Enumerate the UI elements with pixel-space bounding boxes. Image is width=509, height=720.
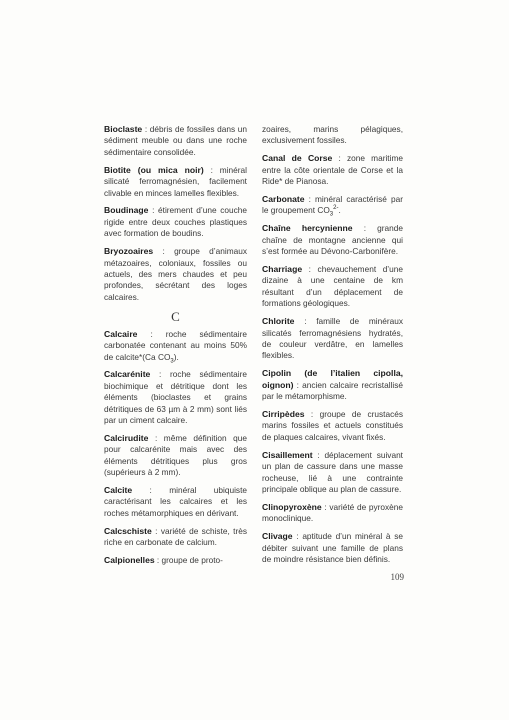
entry-definition: zoaires, marins pélagiques, exclusivement fossiles. [262, 124, 403, 146]
glossary-entry [104, 329, 247, 363]
glossary-entry [104, 433, 247, 479]
glossary-entry-continuation [262, 124, 403, 147]
chemical-subscript: 3 [329, 212, 334, 219]
entry-definition: : minéral caractérisé par le groupement CO [262, 194, 403, 216]
glossary-entry [262, 531, 403, 565]
entry-term: Calcaire [104, 328, 138, 339]
entry-definition: : même définition que pour calcarénite mais avec des éléments détritiques plus gros (supérieurs à 2 mm). [104, 432, 247, 478]
chemical-subscript: 3 [170, 358, 174, 365]
entry-definition: : déplacement suivant un plan de cassure dans une masse rocheuse, lié à une contrainte principale oblique au plan de cassure. [262, 449, 403, 494]
entry-term: Bryozoaires [104, 246, 154, 257]
entry-term: Biotite (ou mica noir) [104, 164, 204, 175]
entry-definition: : grande chaîne de montagne ancienne qui s’est formée au Dévono-Carbonifère. [262, 223, 403, 257]
glossary-entry [262, 368, 403, 402]
entry-term: Calpionelles [104, 555, 155, 566]
glossary-entry [104, 205, 247, 239]
section-letter: C [171, 308, 180, 324]
entry-definition: : étirement d’une couche rigide entre deux couches plastiques avec formation de boudins. [104, 205, 247, 239]
glossary-entry [262, 502, 403, 525]
entry-definition: : minéral ubiquiste caractérisant les calcaires et les roches métamorphiques en dérivant. [104, 485, 247, 518]
entry-definition: : minéral silicaté ferromagnésien, facilement clivable en minces lamelles flexibles. [104, 164, 247, 198]
page-number: 109 [390, 572, 404, 582]
entry-term: Boudinage [104, 205, 149, 216]
entry-definition: : groupe de proto- [154, 555, 223, 566]
entry-term: Clivage [262, 531, 293, 542]
entry-definition: : variété de pyroxène monoclinique. [262, 501, 403, 524]
entry-term: Calcirudite [104, 432, 149, 443]
chemical-superscript: 2- [333, 205, 339, 212]
glossary-entry [262, 153, 403, 187]
entry-term: Carbonate [262, 194, 305, 205]
entry-definition-end: . [338, 205, 341, 216]
entry-definition: : roche sédimentaire carbonatée contenant au moins 50% de calcite*(Ca CO [104, 328, 247, 362]
left-column [104, 124, 247, 573]
entry-term: Canal de Corse [262, 153, 333, 164]
glossary-entry [104, 555, 247, 566]
glossary-entry [262, 223, 403, 257]
entry-definition: : ancien calcaire recristallisé par le métamorphisme. [262, 379, 403, 402]
glossary-entry [262, 316, 403, 362]
entry-definition: : roche sédimentaire biochimique et détritique dont les éléments (bioclastes et grains détritiques de 63 µm à 2 mm) sont liés par un ciment calcaire. [104, 369, 247, 426]
entry-term: Cirripèdes [262, 409, 305, 420]
glossary-entry [104, 124, 247, 158]
entry-term: Cisaillement [262, 449, 313, 460]
entry-term: Calcite [104, 485, 133, 496]
glossary-entry [262, 194, 403, 217]
entry-definition: : aptitude d’un minéral à se débiter suivant une famille de plans de moindre résistance bien définis. [262, 531, 403, 564]
entry-term: Cipolin (de l’italien cipolla, oignon) [262, 368, 403, 390]
glossary-entry [262, 450, 403, 496]
glossary-entry [262, 264, 403, 310]
entry-definition: : chevauchement d’une dizaine à une centaine de km résultant d’un déplacement de formations géologiques. [262, 264, 403, 309]
entry-term: Calcarénite [104, 369, 151, 380]
glossary-entry [104, 485, 247, 519]
entry-term: Calcschiste [104, 525, 152, 536]
entry-term: Chlorite [262, 316, 295, 327]
entry-definition: : débris de fossiles dans un sédiment meuble ou dans une roche sédimentaire consolidée. [104, 124, 247, 157]
entry-term: Bioclaste [104, 124, 143, 134]
entry-definition: : variété de schiste, très riche en carbonate de calcium. [104, 525, 247, 548]
right-column [262, 124, 403, 572]
entry-definition: : zone maritime entre la côte orientale de Corse et la Ride* de Pianosa. [262, 153, 403, 187]
entry-definition: : groupe de crustacés marins fossiles et actuels constitués de plaques calcaires, vivant fixés. [262, 409, 403, 442]
entry-term: Chaîne hercynienne [262, 223, 353, 234]
entry-term: Charriage [262, 264, 303, 275]
glossary-entry [104, 369, 247, 426]
glossary-entry [104, 165, 247, 199]
entry-term: Clinopyroxène [262, 501, 322, 512]
entry-definition: : groupe d’animaux métazoaires, coloniaux, fossiles ou actuels, des mers chaudes et peu profondes, sécrétant des loges calcaires. [104, 246, 247, 302]
glossary-entry [262, 409, 403, 443]
entry-definition-end: ). [173, 351, 179, 362]
entry-definition: : famille de minéraux silicatés ferromagnésiens hydratés, de couleur verdâtre, en lamelles flexibles. [262, 316, 403, 361]
glossary-entry [104, 246, 247, 303]
glossary-entry [104, 526, 247, 549]
